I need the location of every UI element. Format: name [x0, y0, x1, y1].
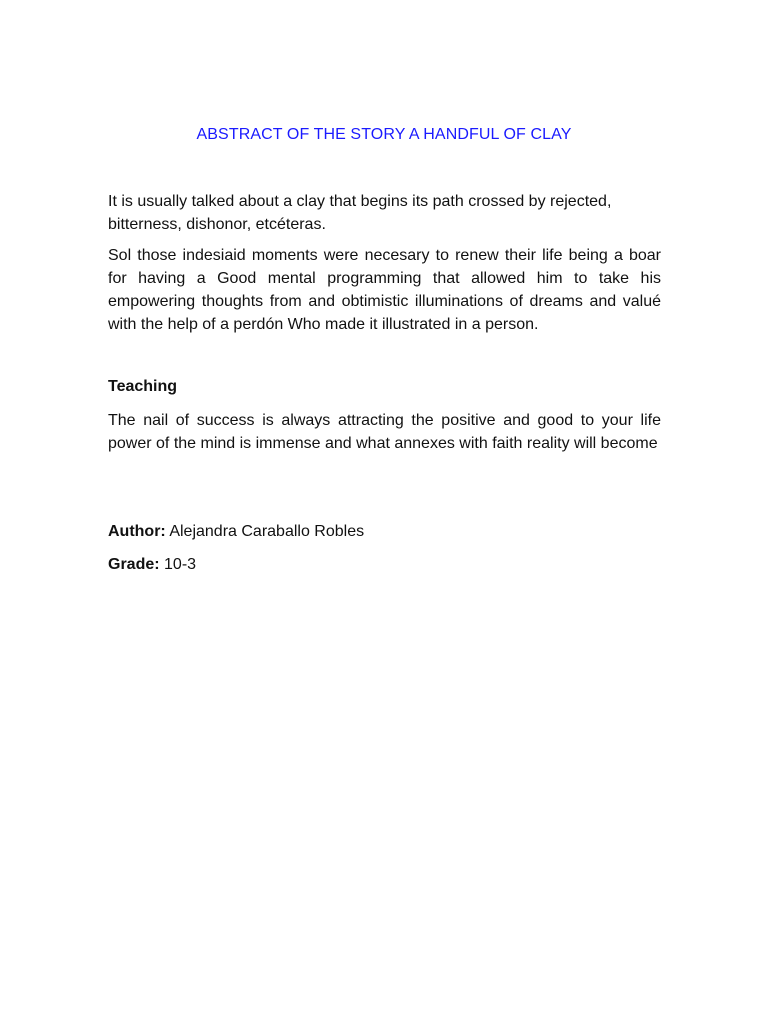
author-label: Author:	[108, 523, 166, 540]
paragraph-intro: It is usually talked about a clay that begins its path crossed by rejected, bitterness, dishonor, etcéteras.	[108, 193, 612, 233]
grade-value: 10-3	[164, 556, 197, 573]
document-title: ABSTRACT OF THE STORY A HANDFUL OF CLAY	[196, 126, 572, 143]
teaching-heading: Teaching	[108, 378, 178, 395]
paragraph-body: Sol those indesiaid moments were necesary to renew their life being a boar for having a Good mental programming that allowed him to take his empowering thoughts from and obtimistic illuminations of dreams and valué with the help of a perdón Who made it illustrated in a person.	[108, 247, 661, 333]
grade-line	[108, 555, 196, 575]
author-value: Alejandra Caraballo Robles	[169, 523, 365, 540]
grade-label: Grade:	[108, 556, 160, 573]
author-line	[108, 522, 364, 542]
teaching-text: The nail of success is always attracting the positive and good to your life power of the mind is immense and what annexes with faith reality will become	[108, 412, 661, 452]
